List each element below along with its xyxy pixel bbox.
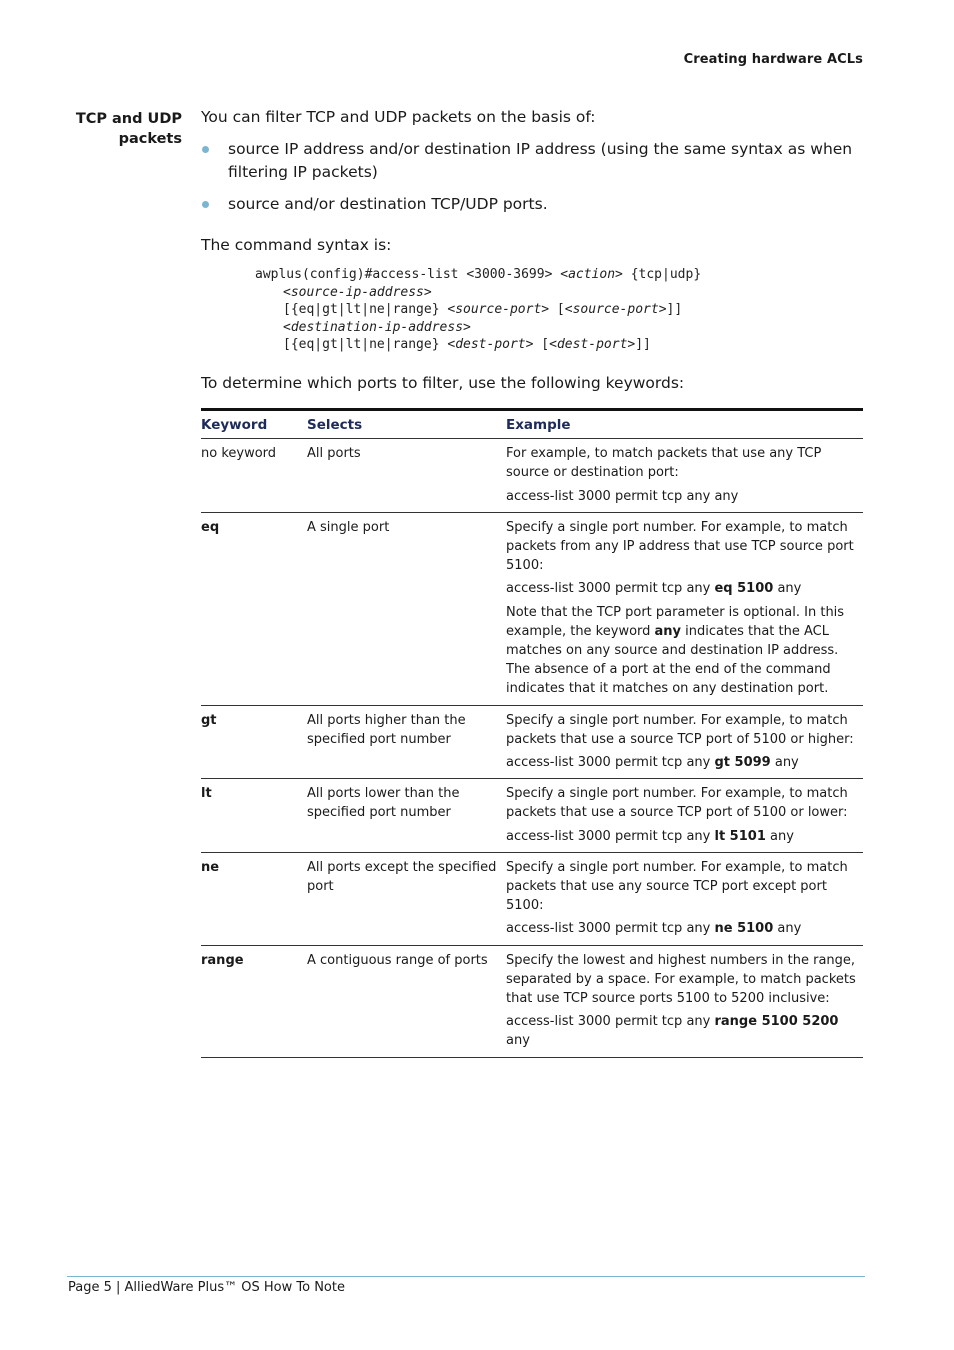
example-description: Specify a single port number. For example, to match packets that use a source TCP port of 5100 or lower: [506, 786, 848, 821]
column-header-keyword: Keyword [201, 410, 307, 439]
bullet-text: source and/or destination TCP/UDP ports. [228, 195, 548, 213]
example-command: access-list 3000 permit tcp any ne 5100 any [506, 921, 802, 937]
example-cell [506, 439, 863, 513]
section-heading-line1: TCP and UDP [75, 111, 182, 127]
example-description: For example, to match packets that use any TCP source or destination port: [506, 446, 822, 481]
example-cell [506, 779, 863, 853]
section-heading [60, 109, 182, 149]
keyword-cell: eq [201, 512, 307, 705]
list-item [201, 193, 866, 216]
example-description: Specify a single port number. For example, to match packets from any IP address that use TCP source port 5100: [506, 519, 854, 574]
keywords-table [201, 408, 863, 1058]
table-header-row [201, 410, 863, 439]
keyword-cell: range [201, 945, 307, 1057]
running-header: Creating hardware ACLs [683, 52, 863, 67]
bullet-icon [202, 201, 209, 208]
code-line: [{eq|gt|lt|ne|range} <source-port> [<source-port>]] [283, 302, 683, 318]
example-cell [506, 705, 863, 779]
selects-cell: A single port [307, 512, 506, 705]
code-line: <source-ip-address> [283, 284, 432, 300]
intro-paragraph: You can filter TCP and UDP packets on the basis of: [201, 108, 596, 126]
code-line: [{eq|gt|lt|ne|range} <dest-port> [<dest-port>]] [283, 337, 651, 353]
keyword-cell: no keyword [201, 439, 307, 513]
bullet-icon [202, 146, 209, 153]
selects-cell: A contiguous range of ports [307, 945, 506, 1057]
table-row [201, 779, 863, 853]
example-command: access-list 3000 permit tcp any eq 5100 any [506, 581, 802, 597]
example-command: access-list 3000 permit tcp any lt 5101 any [506, 828, 794, 844]
table-row [201, 945, 863, 1057]
bullet-text: source IP address and/or destination IP address (using the same syntax as when filtering IP packets) [228, 140, 853, 181]
example-command: access-list 3000 permit tcp any gt 5099 any [506, 755, 799, 771]
section-heading-line2: packets [118, 131, 182, 147]
table-row [201, 512, 863, 705]
column-header-example: Example [506, 410, 863, 439]
code-line: <destination-ip-address> [283, 319, 471, 335]
footer-divider [67, 1276, 865, 1277]
table-row [201, 852, 863, 945]
code-line: awplus(config)#access-list <3000-3699> <action> {tcp|udp} [255, 267, 702, 282]
example-cell [506, 945, 863, 1057]
example-cell [506, 512, 863, 705]
example-description: Specify a single port number. For example, to match packets that use any source TCP port except port 5100: [506, 859, 848, 914]
example-command: access-list 3000 permit tcp any any [506, 488, 739, 504]
selects-cell: All ports lower than the specified port number [307, 779, 506, 853]
keywords-intro: To determine which ports to filter, use the following keywords: [201, 374, 685, 392]
list-item [201, 138, 866, 184]
keyword-cell: ne [201, 852, 307, 945]
page-footer: Page 5 | AlliedWare Plus™ OS How To Note [68, 1280, 345, 1295]
command-syntax-block [255, 266, 701, 354]
selects-cell: All ports higher than the specified port number [307, 705, 506, 779]
table-row [201, 705, 863, 779]
selects-cell: All ports except the specified port [307, 852, 506, 945]
example-description: Specify the lowest and highest numbers in the range, separated by a space. For example, to match packets that use TCP source ports 5100 to 5200 inclusive: [506, 952, 856, 1007]
example-command: access-list 3000 permit tcp any range 5100 5200 any [506, 1014, 839, 1049]
column-header-selects: Selects [307, 410, 506, 439]
bullet-list [201, 138, 866, 225]
table-row [201, 439, 863, 513]
example-cell [506, 852, 863, 945]
syntax-intro: The command syntax is: [201, 236, 392, 254]
example-description: Specify a single port number. For example, to match packets that use a source TCP port of 5100 or higher: [506, 712, 854, 747]
selects-cell: All ports [307, 439, 506, 513]
keyword-cell: gt [201, 705, 307, 779]
example-note: Note that the TCP port parameter is optional. In this example, the keyword any indicates that the ACL matches on any source and destination IP address. The absence of a port at the end of the command indicates that it matches on any destination port. [506, 604, 845, 697]
keyword-cell: lt [201, 779, 307, 853]
